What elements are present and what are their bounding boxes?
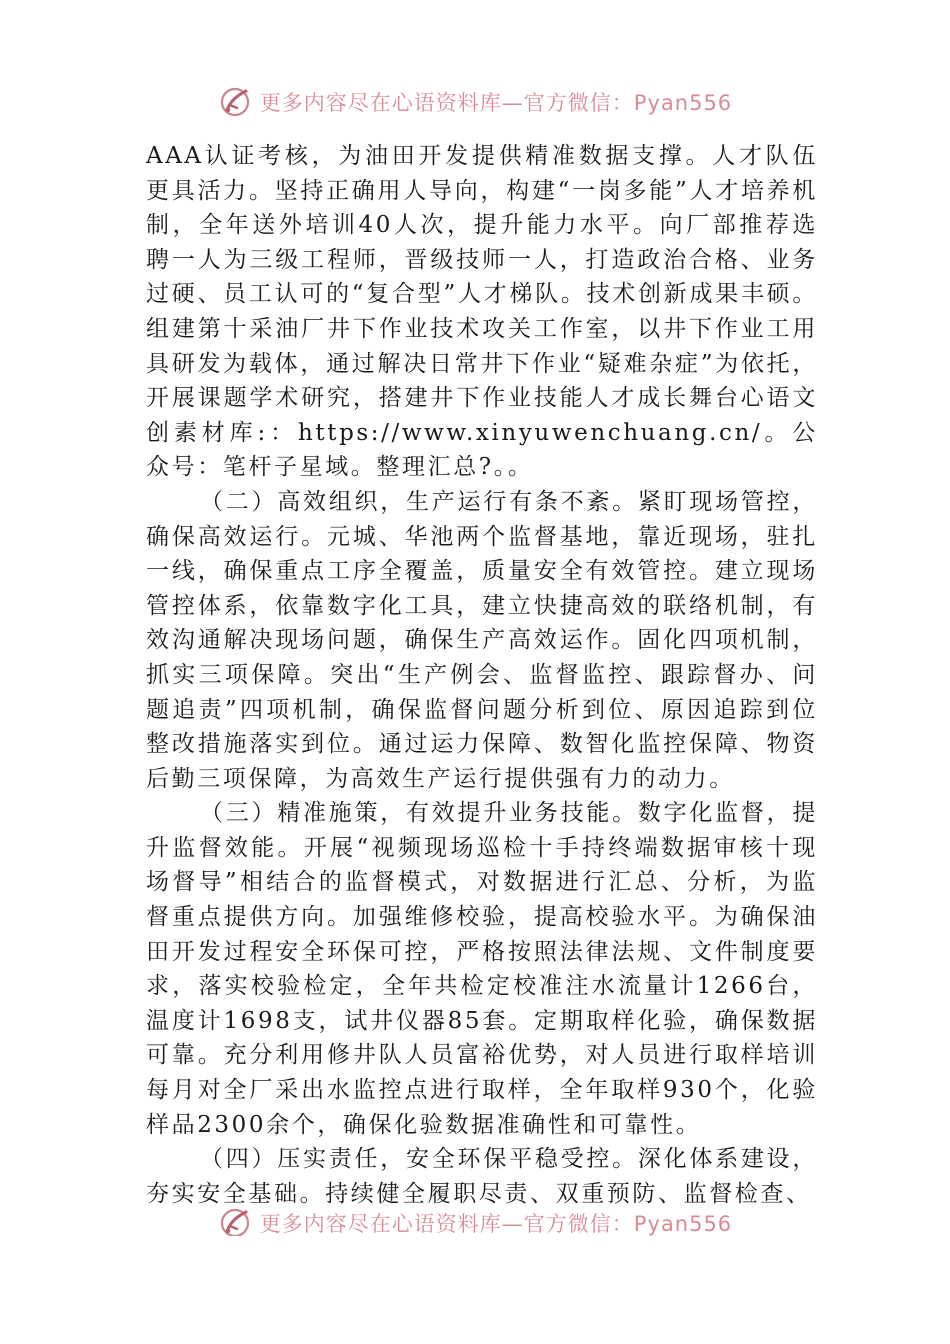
watermark-text: 更多内容尽在心语资料库—官方微信：Pyan556 bbox=[259, 91, 733, 115]
document-body bbox=[146, 139, 818, 1211]
paragraph-4: （四）压实责任，安全环保平稳受控。深化体系建设，夯实安全基础。持续健全履职尽责、双重预防、监督检查、 bbox=[146, 1146, 818, 1207]
footer-watermark-banner bbox=[0, 1202, 950, 1236]
paragraph-2: （二）高效组织，生产运行有条不紊。紧盯现场管控，确保高效运行。元城、华池两个监督基地，靠近现场，驻扎一线，确保重点工序全覆盖，质量安全有效管控。建立现场管控体系，依靠数字化工具，建立快捷高效的联络机制，有效沟通解决现场问题，确保生产高效运作。固化四项机制，抓实三项保障。突出“生产例会、监督监控、跟踪督办、问题追责”四项机制，确保监督问题分析到位、原因追踪到位整改措施落实到位。通过运力保障、数智化监控保障、物资后勤三项保障，为高效生产运行提供强有力的动力。 bbox=[146, 488, 818, 792]
header-watermark-banner bbox=[0, 82, 950, 122]
brush-logo-icon bbox=[218, 1206, 252, 1236]
paragraph-1: AAA认证考核，为油田开发提供精准数据支撑。人才队伍更具活力。坚持正确用人导向，构建“一岗多能”人才培养机制，全年送外培训40人次，提升能力水平。向厂部推荐选聘一人为三级工程师，晋级技师一人，打造政治合格、业务过硬、员工认可的“复合型”人才梯队。技术创新成果丰硕。组建第十采油厂井下作业技术攻关工作室，以井下作业工用具研发为载体，通过解决日常井下作业“疑难杂症”为依托，开展课题学术研究，搭建井下作业技能人才成长舞台心语文创素材库:：https://www.xinyuwenchuang.cn/。公众号：笔杆子星域。整理汇总?。。 bbox=[146, 143, 818, 481]
paragraph-3: （三）精准施策，有效提升业务技能。数字化监督，提升监督效能。开展“视频现场巡检十手持终端数据审核十现场督导”相结合的监督模式，对数据进行汇总、分析，为监督重点提供方向。加强维修校验，提高校验水平。为确保油田开发过程安全环保可控，严格按照法律法规、文件制度要求，落实校验检定，全年共检定校准注水流量计1266台，温度计1698支，试井仪器85套。定期取样化验，确保数据可靠。充分利用修井队人员富裕优势，对人员进行取样培训每月对全厂采出水监控点进行取样，全年取样930个，化验样品2300余个，确保化验数据准确性和可靠性。 bbox=[146, 800, 818, 1138]
watermark-text: 更多内容尽在心语资料库—官方微信：Pyan556 bbox=[259, 1212, 733, 1236]
brush-logo-icon bbox=[218, 85, 252, 119]
